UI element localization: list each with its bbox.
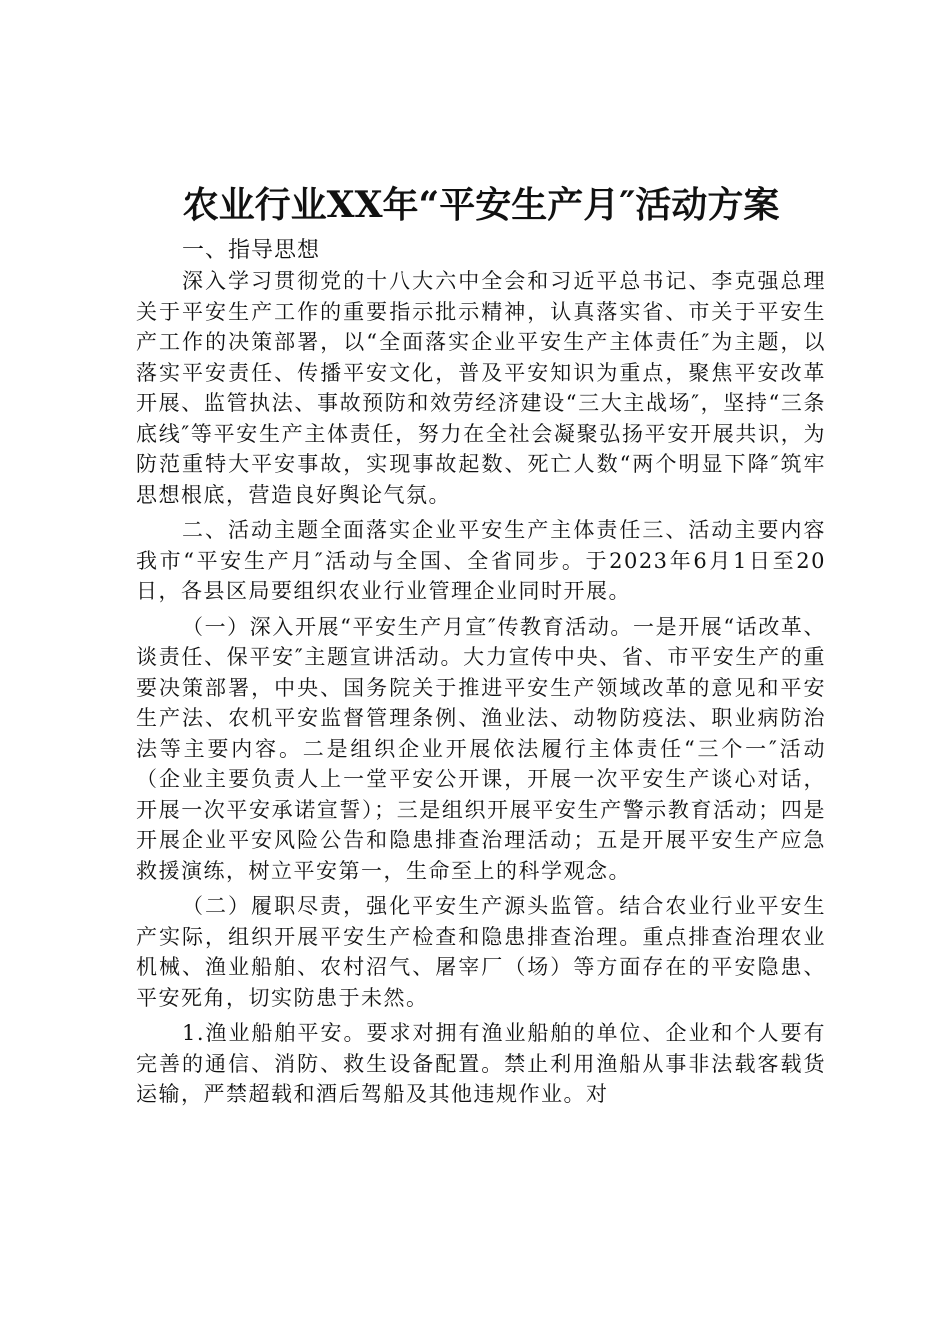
document-title: 农业行业XX年“平安生产月″活动方案 — [182, 184, 780, 226]
paragraph-activity-theme: 二、活动主题全面落实企业平安生产主体责任三、活动主要内容我市“平安生产月″活动与全国、全省同步。于2023年6月1日至20日，各县区局要组织农业行业管理企业同时开展。 — [136, 518, 826, 603]
document-page — [136, 180, 826, 1115]
paragraph-guiding-ideology: 深入学习贯彻党的十八大六中全会和习近平总书记、李克强总理关于平安生产工作的重要指示批示精神，认真落实省、市关于平安生产工作的决策部署，以“全面落实企业平安生产主体责任″为主题，以落实平安责任、传播平安文化，普及平安知识为重点，聚焦平安改革开展、监管执法、事故预防和效劳经济建设“三大主战场″，坚持“三条底线″等平安生产主体责任，努力在全社会凝聚弘扬平安开展共识，为防范重特大平安事故，实现事故起数、死亡人数“两个明显下降″筑牢思想根底，营造良好舆论气氛。 — [136, 269, 826, 507]
section-heading-guiding-ideology: 一、指导思想 — [182, 238, 321, 263]
paragraph-source-supervision: （二）履职尽责，强化平安生产源头监管。结合农业行业平安生产实际，组织开展平安生产检查和隐患排查治理。重点排查治理农业机械、渔业船舶、农村沼气、屠宰厂（场）等方面存在的平安隐患、平安死角，切实防患于未然。 — [136, 894, 826, 1010]
paragraph-publicity-education: （一）深入开展“平安生产月宣″传教育活动。一是开展“话改革、谈责任、保平安″主题宣讲活动。大力宣传中央、省、市平安生产的重要决策部署，中央、国务院关于推进平安生产领域改革的意见和平安生产法、农机平安监督管理条例、渔业法、动物防疫法、职业病防治法等主要内容。二是组织企业开展依法履行主体责任“三个一″活动（企业主要负责人上一堂平安公开课，开展一次平安生产谈心对话，开展一次平安承诺宣誓）；三是组织开展平安生产警示教育活动；四是开展企业平安风险公告和隐患排查治理活动；五是开展平安生产应急救援演练，树立平安第一，生命至上的科学观念。 — [136, 614, 826, 883]
paragraph-fishing-vessel-safety: 1.渔业船舶平安。要求对拥有渔业船舶的单位、企业和个人要有完善的通信、消防、救生设备配置。禁止利用渔船从事非法载客载货运输，严禁超载和酒后驾船及其他违规作业。对 — [136, 1021, 826, 1106]
